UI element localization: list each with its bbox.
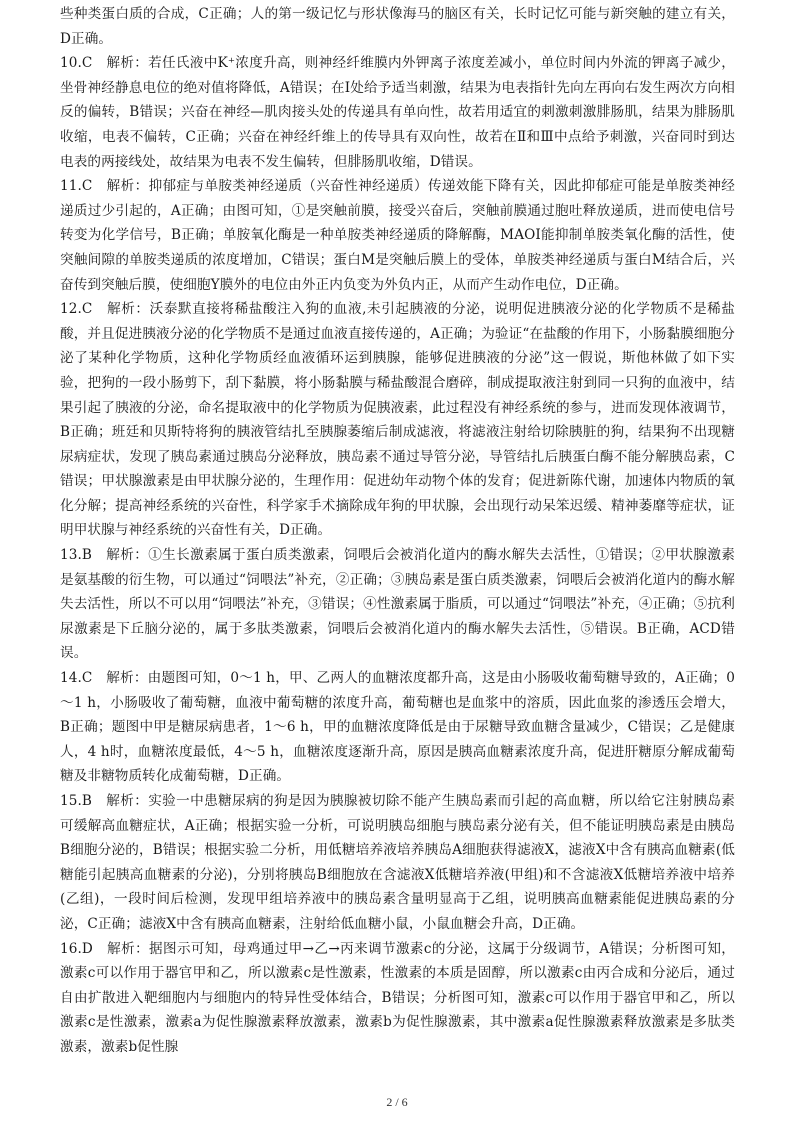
paragraph-q10: 10.C 解析：若任氏液中K⁺浓度升高，则神经纤维膜内外钾离子浓度差减小，单位时间内外流的钾离子减少，坐骨神经静息电位的绝对值将降低，A错误；在Ⅰ处给予适当刺激，结果为电表指针先向左再向右发生两次方向相反的偏转，B错误；兴奋在神经—肌肉接头处的传递具有单向性，故若用适宜的刺激刺激腓肠肌，结果为腓肠肌收缩，电表不偏转，C正确；兴奋在神经纤维上的传导具有双向性，故若在Ⅱ和Ⅲ中点给予刺激，兴奋同时到达电表的两接线处，故结果为电表不发生偏转，但腓肠肌收缩，D错误。	[60, 55, 735, 170]
paragraph-q16: 16.D 解析：据图示可知，母鸡通过甲→乙→丙来调节激素c的分泌，这属于分级调节，A错误；分析图可知，激素c可以作用于器官甲和乙，所以激素c是性激素，性激素的本质是固醇，所以激素c由丙合成和分泌后，通过自由扩散进入靶细胞内与细胞内的特异性受体结合，B错误；分析图可知，激素c可以作用于器官甲和乙，所以激素c是性激素，激素a为促性腺激素释放激素，激素b为促性腺激素，其中激素a促性腺激素释放激素是多肽类激素，激素b促性腺	[60, 940, 735, 1055]
paragraph-q13: 13.B 解析：①生长激素属于蛋白质类激素，饲喂后会被消化道内的酶水解失去活性，①错误；②甲状腺激素是氨基酸的衍生物，可以通过“饲喂法”补充，②正确；③胰岛素是蛋白质类激素，饲喂后会被消化道内的酶水解失去活性，所以不可以用“饲喂法”补充，③错误；④性激素属于脂质，可以通过“饲喂法”补充，④正确；⑤抗利尿激素是下丘脑分泌的，属于多肽类激素，饲喂后会被消化道内的酶水解失去活性，⑤错误。B正确，ACD错误。	[60, 547, 735, 662]
paragraph-q12: 12.C 解析：沃泰默直接将稀盐酸注入狗的血液,未引起胰液的分泌，说明促进胰液分泌的化学物质不是稀盐酸，并且促进胰液分泌的化学物质不是通过血液直接传递的，A正确；为验证“在盐酸的作用下，小肠黏膜细胞分泌了某种化学物质，这种化学物质经血液循环运到胰腺，能够促进胰液的分泌”这一假说，斯他林做了如下实验，把狗的一段小肠剪下，刮下黏膜，将小肠黏膜与稀盐酸混合磨碎，制成提取液注射到同一只狗的血液中，结果引起了胰液的分泌，命名提取液中的化学物质为促胰液素，此过程没有神经系统的参与，进而发现体液调节，B正确；班廷和贝斯特将狗的胰液管结扎至胰腺萎缩后制成滤液，将滤液注射给切除胰脏的狗，结果狗不出现糖尿病症状，发现了胰岛素通过胰岛分泌释放，胰岛素不通过导管分泌，导管结扎后胰蛋白酶不能分解胰岛素，C错误；甲状腺激素是由甲状腺分泌的，生理作用：促进幼年动物个体的发育；促进新陈代谢，加速体内物质的氧化分解；提高神经系统的兴奋性，科学家手术摘除成年狗的甲状腺，会出现行动呆笨迟缓、精神萎靡等症状，证明甲状腺与神经系统的兴奋性有关，D正确。	[60, 301, 735, 539]
paragraph-q14: 14.C 解析：由题图可知，0～1 h，甲、乙两人的血糖浓度都升高，这是由小肠吸收葡萄糖导致的，A正确；0～1 h，小肠吸收了葡萄糖，血液中葡萄糖的浓度升高，葡萄糖也是血浆中的溶质，因此血浆的渗透压会增大，B正确；题图中甲是糖尿病患者，1～6 h，甲的血糖浓度降低是由于尿糖导致血糖含量减少，C错误；乙是健康人，4 h时，血糖浓度最低，4～5 h，血糖浓度逐渐升高，原因是胰高血糖素浓度升高，促进肝糖原分解成葡萄糖及非糖物质转化成葡萄糖，D正确。	[60, 670, 735, 785]
paragraph-continuation: 些种类蛋白质的合成，C正确；人的第一级记忆与形状像海马的脑区有关，长时记忆可能与新突触的建立有关，D正确。	[60, 6, 735, 47]
page-number: 2 / 6	[386, 1095, 408, 1109]
document-body	[60, 2, 735, 1060]
paragraph-q15: 15.B 解析：实验一中患糖尿病的狗是因为胰腺被切除不能产生胰岛素而引起的高血糖，所以给它注射胰岛素可缓解高血糖症状，A正确；根据实验一分析，可说明胰岛细胞与胰岛素分泌有关，但不能证明胰岛素是由胰岛B细胞分泌的，B错误；根据实验二分析，用低糖培养液培养胰岛A细胞获得滤液X，滤液X中含有胰高血糖素(低糖能引起胰高血糖素的分泌)，分别将胰岛B细胞放在含滤液X低糖培养液(甲组)和不含滤液X低糖培养液中培养(乙组)，一段时间后检测，发现甲组培养液中的胰岛素含量明显高于乙组，说明胰高血糖素能促进胰岛素的分泌，C正确；滤液X中含有胰高血糖素，注射给低血糖小鼠，小鼠血糖会升高，D正确。	[60, 793, 735, 932]
paragraph-q11: 11.C 解析：抑郁症与单胺类神经递质（兴奋性神经递质）传递效能下降有关，因此抑郁症可能是单胺类神经递质过少引起的，A正确；由图可知，①是突触前膜，接受兴奋后，突触前膜通过胞吐释放递质，进而使电信号转变为化学信号，B正确；单胺氧化酶是一种单胺类神经递质的降解酶，MAOI能抑制单胺类氧化酶的活性，使突触间隙的单胺类递质的浓度增加，C错误；蛋白M是突触后膜上的受体，单胺类神经递质与蛋白M结合后，兴奋传到突触后膜，使细胞Y膜外的电位由外正内负变为外负内正，从而产生动作电位，D正确。	[60, 178, 735, 293]
